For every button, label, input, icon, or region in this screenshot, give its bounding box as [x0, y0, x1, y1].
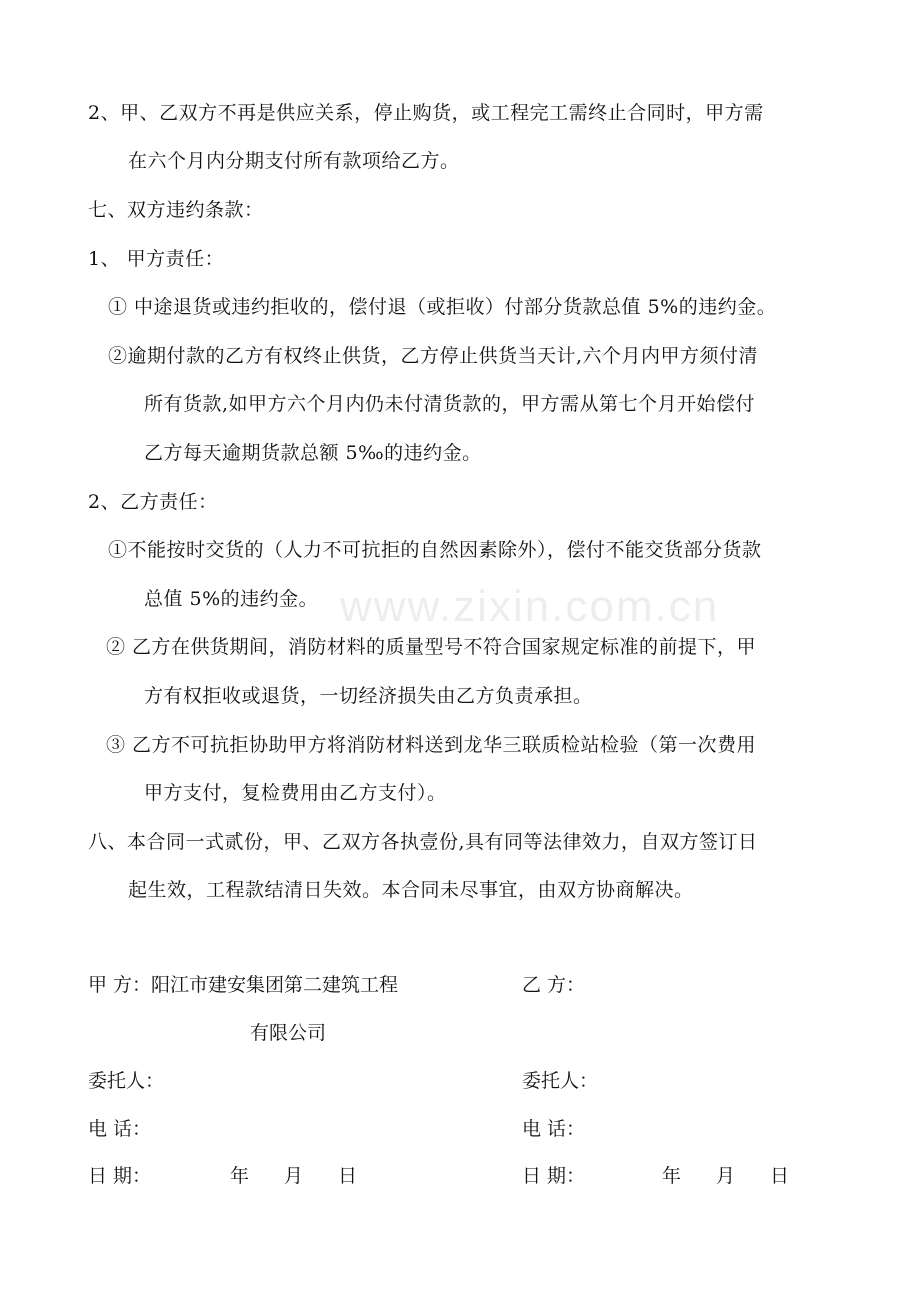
party-b-date-year: 年 — [662, 1165, 682, 1187]
party-b-date-label: 日 期： — [522, 1165, 586, 1187]
party-a-duty-item-2-line-1: ②逾期付款的乙方有权终止供货，乙方停止供货当天计,六个月内甲方须付清 — [108, 345, 759, 367]
party-a-duty-heading: 1、 甲方责任： — [88, 248, 225, 270]
party-b-duty-item-3-line-1: ③ 乙方不可抗拒协助甲方将消防材料送到龙华三联质检站检验（第一次费用 — [106, 734, 757, 756]
party-b-date-month: 月 — [716, 1165, 736, 1187]
party-b-phone-label: 电 话： — [522, 1118, 586, 1140]
party-a-duty-item-2-line-3: 乙方每天逾期货款总额 5‰的违约金。 — [144, 442, 482, 464]
party-a-date-day: 日 — [338, 1165, 358, 1187]
party-a-date-year: 年 — [230, 1165, 250, 1187]
party-b-duty-item-1-line-1: ①不能按时交货的（人力不可抗拒的自然因素除外），偿付不能交货部分货款 — [108, 539, 762, 561]
party-b-duty-item-3-line-2: 甲方支付，复检费用由乙方支付）。 — [144, 782, 447, 804]
clause-6-2-line-1: 2、甲、乙双方不再是供应关系，停止购货，或工程完工需终止合同时，甲方需 — [88, 102, 764, 124]
party-a-date-month: 月 — [284, 1165, 304, 1187]
party-a-date-label: 日 期： — [88, 1165, 152, 1187]
party-a-duty-item-2-line-2: 所有货款,如甲方六个月内仍未付清货款的，甲方需从第七个月开始偿付 — [144, 393, 756, 415]
watermark: www.zixin.com.cn — [340, 582, 720, 631]
party-b-agent-label: 委托人： — [522, 1070, 599, 1092]
party-b-duty-item-2-line-2: 方有权拒收或退货，一切经济损失由乙方负责承担。 — [144, 685, 593, 707]
section-8-line-2: 起生效，工程款结清日失效。本合同未尽事宜，由双方协商解决。 — [128, 879, 694, 901]
party-a-label-cont: 有限公司 — [250, 1022, 327, 1044]
party-b-date-day: 日 — [770, 1165, 790, 1187]
party-b-label: 乙 方： — [522, 974, 586, 996]
section-7-heading: 七、双方违约条款： — [88, 199, 264, 221]
party-a-label: 甲 方：阳江市建安集团第二建筑工程 — [88, 974, 399, 996]
party-b-duty-item-2-line-1: ② 乙方在供货期间，消防材料的质量型号不符合国家规定标准的前提下，甲 — [106, 636, 757, 658]
party-a-phone-label: 电 话： — [88, 1118, 152, 1140]
section-8-line-1: 八、本合同一式贰份，甲、乙双方各执壹份,具有同等法律效力，自双方签订日 — [88, 831, 758, 853]
party-a-duty-item-1: ① 中途退货或违约拒收的，偿付退（或拒收）付部分货款总值 5%的违约金。 — [108, 296, 777, 318]
party-a-agent-label: 委托人： — [88, 1070, 165, 1092]
party-b-duty-item-1-line-2: 总值 5%的违约金。 — [144, 588, 319, 610]
clause-6-2-line-2: 在六个月内分期支付所有款项给乙方。 — [128, 150, 460, 172]
party-b-duty-heading: 2、乙方责任： — [88, 491, 218, 513]
